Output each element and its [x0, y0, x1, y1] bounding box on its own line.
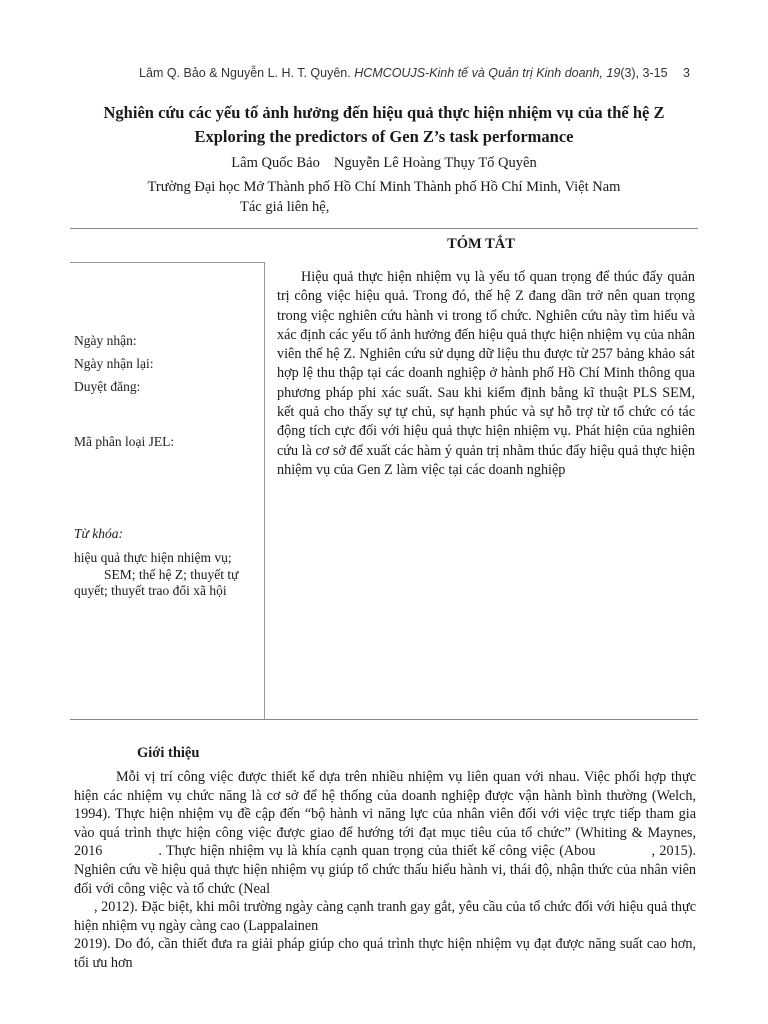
jel-label: Mã phân loại JEL: — [74, 434, 175, 449]
running-head-authors: Lâm Q. Bảo & Nguyễn L. H. T. Quyên. — [139, 66, 355, 80]
column-divider — [264, 262, 265, 719]
intro-part-3: , 2015). Nghiên cứu về hiệu quả thực hiện nhiệm vụ giúp tổ chức thấu hiểu hành vi, thái độ, nhận thức của nhân viên đối với công việc và tổ chức (Neal — [74, 843, 696, 897]
keywords-heading: Từ khóa: — [74, 526, 123, 541]
running-head-journal: HCMCOUJS-Kinh tế và Quản trị Kinh doanh, — [354, 66, 607, 80]
authors — [0, 155, 768, 172]
corresponding-author: Tác giả liên hệ, — [240, 199, 330, 215]
intro-part-2: . Thực hiện nhiệm vụ là khía cạnh quan trọng của thiết kế công việc (Abou — [158, 843, 596, 860]
keywords-line-2: SEM; thế hệ Z; thuyết tự — [104, 566, 239, 582]
abstract-heading: TÓM TẮT — [447, 236, 515, 252]
intro-heading: Giới thiệu — [137, 745, 200, 761]
received-label: Ngày nhận: — [74, 333, 137, 348]
abstract-body: Hiệu quả thực hiện nhiệm vụ là yếu tố quan trọng để thúc đẩy quản trị công việc hiệu quả. Trong đó, thế hệ Z đang dần trở nên quan trọng trong việc nghiên cứu hành vi trong tổ chức. Nghiên cứu này tìm hiểu và xác định các yếu tố ảnh hưởng đến hiệu quả thực hiện nhiệm vụ của nhân viên thế hệ Z. Nghiên cứu sử dụng dữ liệu thu được từ 257 bảng khảo sát hợp lệ thu thập tại các doanh nghiệp ở hành phố Hồ Chí Minh thông qua phương pháp phi xác suất. Sau khi kiểm định bằng kĩ thuật PLS SEM, kết quả cho thấy sự tự chủ, sự hạnh phúc và sự hỗ trợ từ tổ chức có tác động tích cực đối với hiệu quả thực hiện nhiệm vụ. Phát hiện của nghiên cứu là cơ sở để xuất các hàm ý quản trị nhằm thúc đẩy hiệu quả thực hiện nhiệm vụ của Gen Z làm việc tại các doanh nghiệp — [277, 269, 695, 478]
page-number: 3 — [683, 66, 690, 80]
keywords-list — [74, 550, 259, 600]
running-head-volume: 19 — [606, 66, 621, 80]
revised-label: Ngày nhận lại: — [74, 356, 154, 371]
top-divider — [70, 228, 698, 229]
bottom-divider — [70, 719, 698, 720]
title-vietnamese: Nghiên cứu các yếu tố ảnh hưởng đến hiệu quả thực hiện nhiệm vụ của thế hệ Z — [103, 103, 665, 122]
keywords-line-3: quyết; thuyết trao đổi xã hội — [74, 583, 227, 598]
intro-part-5: 2019). Do đó, cần thiết đưa ra giải pháp giúp cho quá trình thực hiện nhiệm vụ đạt được năng suất cao hơn, tối ưu hơn — [74, 936, 696, 971]
intro-paragraph — [74, 768, 696, 973]
affiliation: Trường Đại học Mở Thành phố Hồ Chí Minh Thành phố Hồ Chí Minh, Việt Nam — [147, 179, 621, 195]
accepted-label: Duyệt đăng: — [74, 379, 141, 394]
author-1: Lâm Quốc Bảo — [231, 155, 320, 171]
title-english: Exploring the predictors of Gen Z’s task performance — [194, 127, 574, 146]
intro-part-1: Mỗi vị trí công việc được thiết kế dựa trên nhiều nhiệm vụ liên quan với nhau. Việc phối hợp thực hiện các nhiệm vụ chức năng là cơ sở để hệ thống của doanh nghiệp được vận hành bình thường (Welch, 1994). Thực hiện nhiệm vụ đề cập đến “bộ hành vi năng lực của nhân viên đối với việc trực tiếp tham gia vào quá trình thực hiện công việc được giao để hướng tới đạt mục tiêu của tổ chức” (Whiting & Maynes, 2016 — [74, 769, 696, 860]
author-2: Nguyễn Lê Hoàng Thụy Tố Quyên — [333, 155, 537, 171]
running-head — [0, 66, 690, 80]
info-divider — [70, 262, 264, 263]
keywords-line-1: hiệu quả thực hiện nhiệm vụ; — [74, 550, 232, 565]
intro-part-4: , 2012). Đặc biệt, khi môi trường ngày càng cạnh tranh gay gắt, yêu cầu của tổ chức đối với hiệu quả thực hiện nhiệm vụ ngày càng cao (Lappalainen — [74, 899, 696, 934]
running-head-issue: (3), 3-15 — [620, 66, 668, 80]
